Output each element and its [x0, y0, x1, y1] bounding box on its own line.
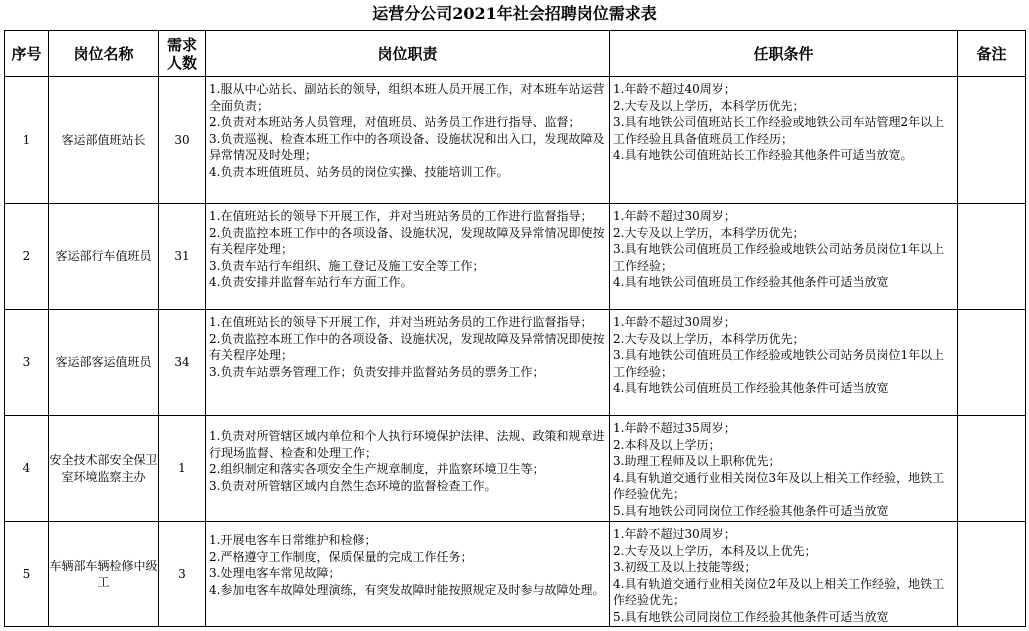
row-position: 客运部客运值班员	[49, 310, 159, 416]
requirement-line: 2.本科及以上学历；	[613, 437, 721, 452]
row-duties	[206, 77, 610, 204]
duty-line: 1.负责对所管辖区域内单位和个人执行环境保护法律、法规、政策和规章进行现场监督、检查和处理工作；	[209, 429, 605, 460]
row-requirements	[610, 522, 958, 627]
requirement-line: 1.年龄不超过35周岁；	[613, 421, 736, 435]
duty-line: 2.负责监控本班工作中的各项设备、设施状况，发现故障及异常情况即使按有关程序处理；	[209, 331, 605, 362]
requirement-line: 4.具有地铁公司值班员工作经验其他条件可适当放宽	[613, 275, 889, 289]
row-requirements	[610, 204, 958, 310]
duty-line: 2.组织制定和落实各项安全生产规章制度，并监察环境卫生等；	[209, 462, 545, 476]
requirement-line: 3.助理工程师及以上职称优先；	[613, 454, 781, 468]
row-requirements	[610, 310, 958, 416]
row-count: 30	[159, 77, 206, 204]
duty-line: 1.在值班站长的领导下开展工作，并对当班站务员的工作进行监督指导；	[209, 209, 593, 223]
duty-line: 4.参加电客车故障处理演练，有突发故障时能按照规定及时参与故障处理。	[209, 582, 605, 597]
table-row	[5, 310, 1026, 416]
requirement-line: 1.年龄不超过30周岁；	[613, 527, 736, 541]
requirement-line: 1.年龄不超过30周岁；	[613, 209, 736, 223]
requirement-line: 4.具有地铁公司值班站长工作经验其他条件可适当放宽。	[613, 148, 913, 162]
header-row	[5, 31, 1026, 77]
duty-line: 4.负责安排并监督车站行车方面工作。	[209, 275, 413, 289]
header-notes: 备注	[958, 31, 1026, 77]
row-position: 客运部行车值班员	[49, 204, 159, 310]
header-seq: 序号	[5, 31, 49, 77]
row-seq: 2	[5, 204, 49, 310]
requirement-line: 3.具有地铁公司值班站长工作经验或地铁公司车站管理2年以上工作经验且具备值班员工作经历；	[613, 115, 945, 146]
header-requirements: 任职条件	[610, 31, 958, 77]
header-count	[159, 31, 206, 77]
row-duties	[206, 310, 610, 416]
requirement-line: 3.初级工及以上技能等级；	[613, 560, 757, 574]
row-count: 34	[159, 310, 206, 416]
duty-line: 3.负责巡视、检查本班工作中的各项设备、设施状况和出入口，发现故障及异常情况及时处理；	[209, 131, 605, 162]
requirement-line: 2.大专及以上学历，本科学历优先；	[613, 331, 805, 346]
requirement-line: 5.具有地铁公司同岗位工作经验其他条件可适当放宽	[613, 503, 889, 518]
row-seq: 4	[5, 416, 49, 522]
row-seq: 3	[5, 310, 49, 416]
requirement-line: 5.具有地铁公司同岗位工作经验其他条件可适当放宽	[613, 609, 889, 624]
header-count-line2: 人数	[166, 53, 197, 72]
recruitment-table	[4, 30, 1026, 627]
requirement-line: 4.具有轨道交通行业相关岗位2年及以上相关工作经验，地铁工作经验优先；	[613, 576, 945, 607]
requirement-line: 2.大专及以上学历，本科学历优先；	[613, 98, 805, 113]
row-count: 3	[159, 522, 206, 627]
duty-line: 1.开展电客车日常维护和检修；	[209, 533, 377, 547]
requirement-line: 4.具有地铁公司值班员工作经验其他条件可适当放宽	[613, 381, 889, 395]
requirement-line: 2.大专及以上学历，本科及以上优先；	[613, 543, 817, 558]
header-duties: 岗位职责	[206, 31, 610, 77]
requirement-line: 4.具有轨道交通行业相关岗位3年及以上相关工作经验，地铁工作经验优先；	[613, 470, 945, 501]
row-notes	[958, 310, 1026, 416]
row-count: 1	[159, 416, 206, 522]
row-position: 车辆部车辆检修中级工	[49, 522, 159, 627]
row-notes	[958, 416, 1026, 522]
table-row	[5, 204, 1026, 310]
duty-line: 3.负责车站票务管理工作；负责安排并监督站务员的票务工作；	[209, 364, 545, 379]
row-notes	[958, 77, 1026, 204]
duty-line: 4.负责本班值班员、站务员的岗位实操、技能培训工作。	[209, 164, 509, 179]
row-count: 31	[159, 204, 206, 310]
row-requirements	[610, 416, 958, 522]
row-duties	[206, 522, 610, 627]
requirement-line: 3.具有地铁公司值班员工作经验或地铁公司站务员岗位1年以上工作经验；	[613, 348, 945, 379]
table-row	[5, 522, 1026, 627]
row-duties	[206, 416, 610, 522]
table-row	[5, 416, 1026, 522]
header-position: 岗位名称	[49, 31, 159, 77]
requirement-line: 2.大专及以上学历，本科学历优先；	[613, 225, 805, 240]
row-seq: 5	[5, 522, 49, 627]
row-duties	[206, 204, 610, 310]
duty-line: 1.服从中心站长、副站长的领导，组织本班人员开展工作，对本班车站运营全面负责；	[209, 82, 605, 113]
duty-line: 3.处理电客车常见故障；	[209, 566, 341, 580]
duty-line: 3.负责车站行车组织、施工登记及施工安全等工作；	[209, 258, 485, 273]
header-count-line1: 需求	[166, 35, 197, 54]
row-notes	[958, 522, 1026, 627]
table-row	[5, 77, 1026, 204]
duty-line: 2.负责对本班站务人员管理，对值班员、站务员工作进行指导、监督；	[209, 115, 581, 129]
requirement-line: 3.具有地铁公司值班员工作经验或地铁公司站务员岗位1年以上工作经验；	[613, 242, 945, 273]
row-requirements	[610, 77, 958, 204]
duty-line: 3.负责对所管辖区域内自然生态环境的监督检查工作。	[209, 478, 497, 493]
duty-line: 2.严格遵守工作制度，保质保量的完成工作任务；	[209, 549, 473, 564]
requirement-line: 1.年龄不超过40周岁；	[613, 82, 736, 96]
duty-line: 2.负责监控本班工作中的各项设备、设施状况，发现故障及异常情况即使按有关程序处理；	[209, 225, 605, 256]
row-notes	[958, 204, 1026, 310]
page-title: 运营分公司2021年社会招聘岗位需求表	[372, 4, 657, 23]
duty-line: 1.在值班站长的领导下开展工作，并对当班站务员的工作进行监督指导；	[209, 315, 593, 329]
row-position: 客运部值班站长	[49, 77, 159, 204]
requirement-line: 1.年龄不超过30周岁；	[613, 315, 736, 329]
row-seq: 1	[5, 77, 49, 204]
row-position: 安全技术部安全保卫室环境监察主办	[49, 416, 159, 522]
